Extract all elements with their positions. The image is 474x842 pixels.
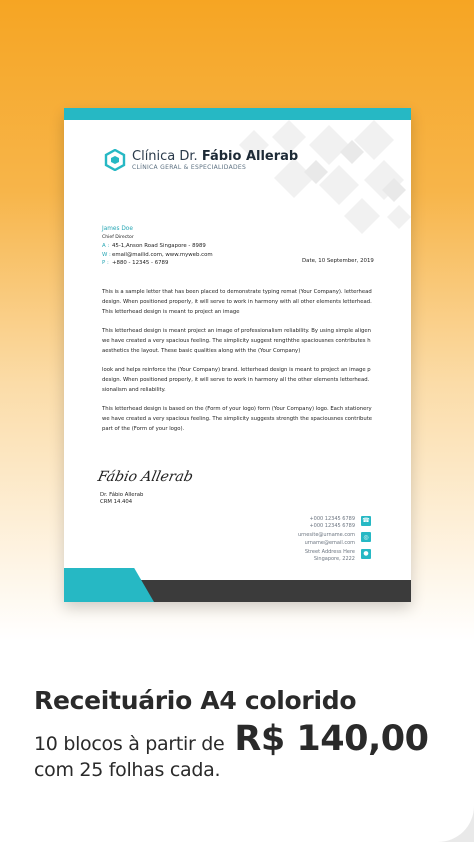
sender-block xyxy=(102,225,213,268)
contact-emails: urnesite@urname.com urname@email.com ◎ xyxy=(298,532,371,546)
sender-name: James Doe xyxy=(102,226,133,232)
signature xyxy=(98,469,193,485)
signature-text: Fábio Allerab xyxy=(96,469,195,485)
sender-role: Chief Director xyxy=(102,234,134,240)
paragraph: This is a sample letter that has been placed to demonstrate typing remat (Your Company). letterhead design. When positioned properly, it will serve to work in harmony with all other elements letterhead. This letterhead design is meant to project an image xyxy=(102,289,372,315)
diamond-pattern xyxy=(234,120,411,240)
hexagon-icon xyxy=(104,149,126,171)
letter-date: Date, 10 September, 2019 xyxy=(302,258,374,264)
location-icon: ● xyxy=(361,549,371,559)
sender-web: W :email@mailid.com, www.myweb.com xyxy=(102,251,213,258)
product-info xyxy=(34,686,454,781)
sender-address: A : 45-1,Anson Road Singapore - 8989 xyxy=(102,243,206,250)
signer-name: Dr. Fábio Allerab xyxy=(100,492,144,498)
clinic-logo xyxy=(104,149,298,171)
contact-block xyxy=(298,516,371,565)
paragraph: This letterhead design is meant project an image of professionalism reliability. By using simple aligen we have created a very spacious feeling. The simplicity suggest rengththe spaciousnes contributes h aesthetics the layout. These basic qualities along with the (Your Company) xyxy=(102,328,371,354)
product-detail: com 25 folhas cada. xyxy=(34,759,221,781)
signer-crm: CRM 14.404 xyxy=(100,499,133,505)
product-price: R$ 140,00 xyxy=(234,719,429,759)
globe-icon: ◎ xyxy=(361,532,371,542)
product-title: Receituário A4 colorido xyxy=(34,686,357,715)
paragraph: look and helps reinforce the (Your Company) brand. letterhead design is meant to project an image p design. When positioned properly, it will serve to work in harmony all the other elements letterhead. sionalism and reliability. xyxy=(102,367,371,393)
price-line xyxy=(34,719,454,759)
letterhead-preview xyxy=(64,108,411,602)
sender-phone: P : +880 - 12345 - 6789 xyxy=(102,260,169,267)
contact-address: Street Address Here Singapore, 2222 ● xyxy=(298,549,371,563)
clinic-subtitle: CLÍNICA GERAL & ESPECIALIDADES xyxy=(132,163,247,171)
price-lead: 10 blocos à partir de xyxy=(34,733,225,755)
phone-icon: ☎ xyxy=(362,517,370,525)
paragraph: This letterhead design is based on the (Form of your logo) form (Your Company) logo. Each stationery we have created a very spacious feeling. The simplicity suggests strength the spaciousnes contribute part of the (Form of your logo). xyxy=(102,406,373,432)
signer-block xyxy=(100,492,143,506)
letterhead-footer-accent xyxy=(64,568,154,602)
clinic-name: Clínica Dr. Fábio Allerab xyxy=(132,148,299,164)
letter-body xyxy=(102,287,392,443)
letterhead-top-bar xyxy=(64,108,411,120)
contact-phones: +000 12345 6789 +000 12345 6789 ☎ xyxy=(309,516,370,530)
